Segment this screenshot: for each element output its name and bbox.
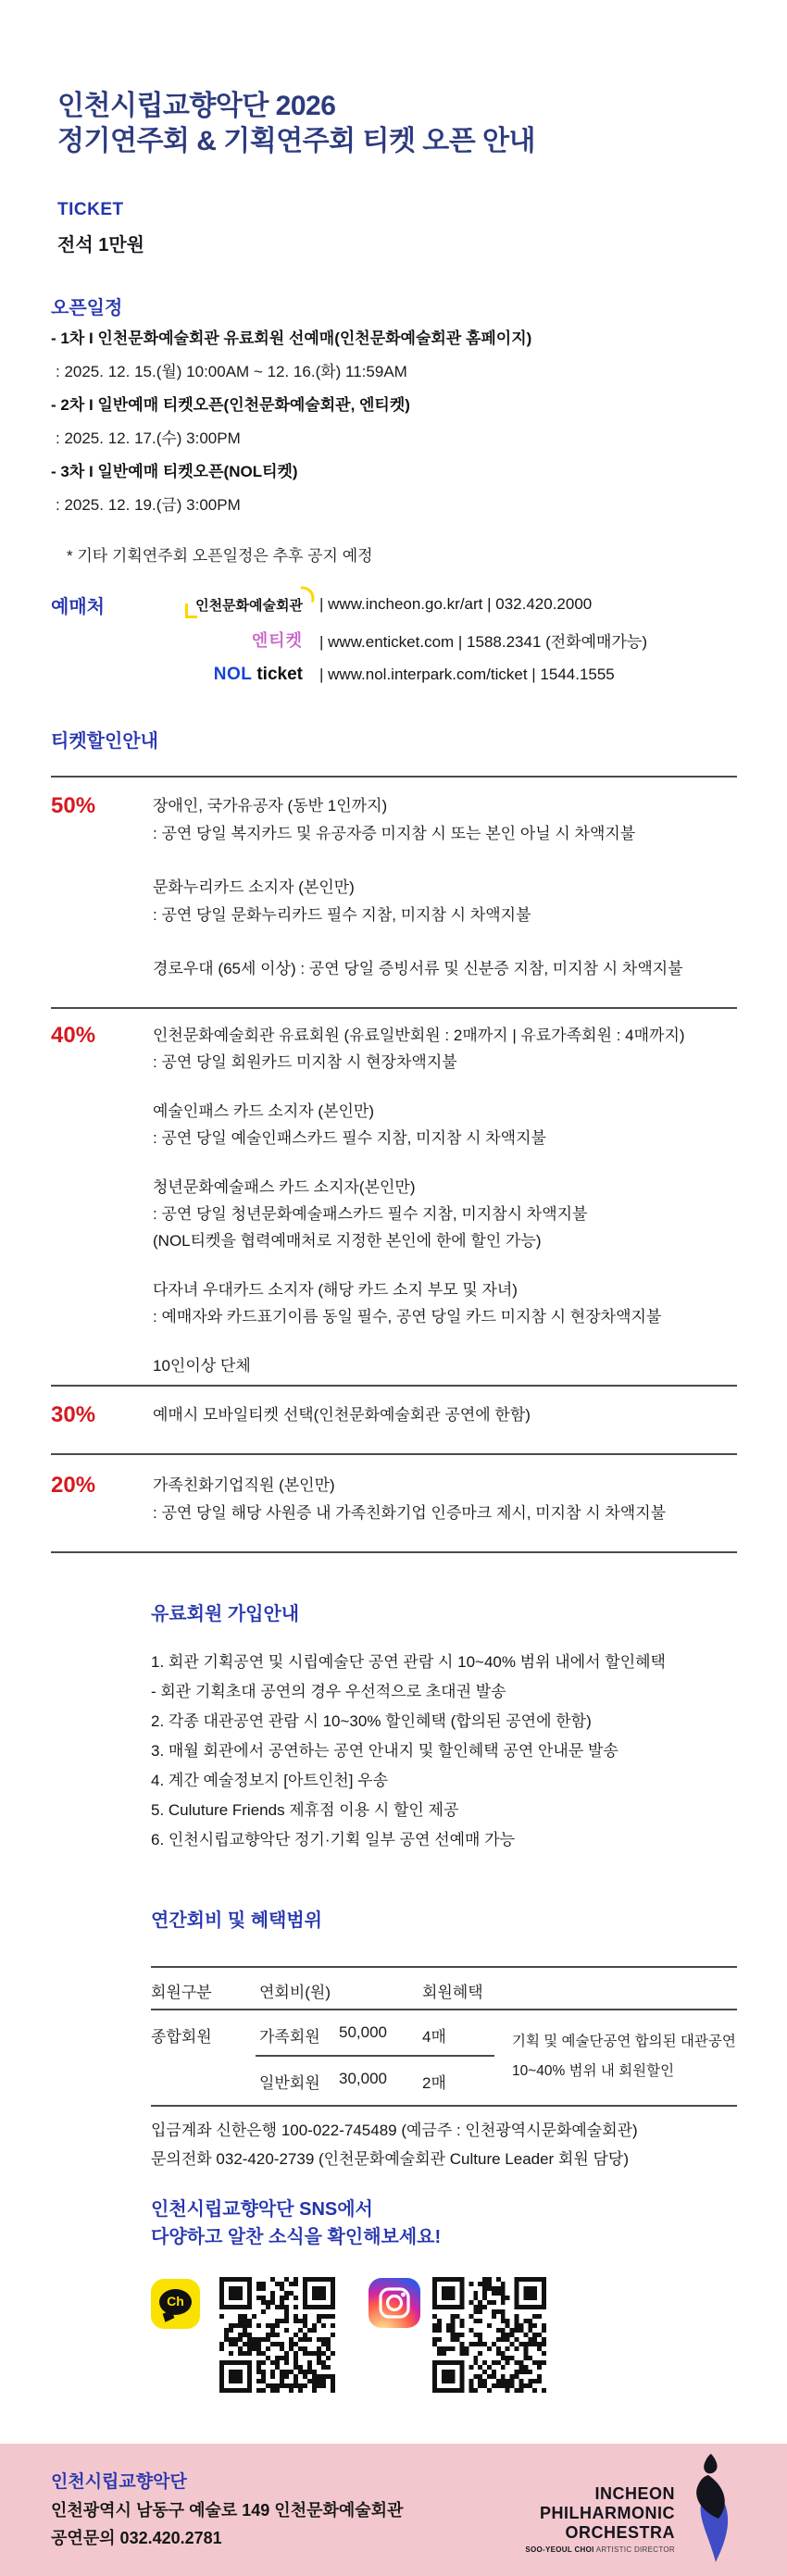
discount-group: 문화누리카드 소지자 (본인만) : 공연 당일 문화누리카드 필수 지참, 미지참 시 차액지불 (153, 878, 531, 924)
membership-item: 3. 매월 회관에서 공연하는 공연 안내지 및 할인혜택 공연 안내문 발송 (151, 1742, 618, 1760)
discount-group: 다자녀 우대카드 소지자 (해당 카드 소지 부모 및 자녀) : 예매자와 카드표기이름 동일 필수, 공연 당일 카드 미지참 시 현장차액지불 (153, 1281, 662, 1325)
fees-heading: 연간회비 및 혜택범위 (151, 1910, 322, 1931)
discount-group: 예매시 모바일티켓 선택(인천문화예술회관 공연에 한함) (153, 1406, 531, 1424)
schedule-item-time: : 2025. 12. 15.(월) 10:00AM ~ 12. 16.(화) 11:59AM (56, 363, 407, 380)
vendor-row (51, 587, 737, 622)
vendor-info: | www.enticket.com | 1588.2341 (전화예매가능) (319, 632, 647, 651)
divider (51, 1007, 737, 1009)
table-rule (151, 1966, 737, 1968)
incheon-art-center-logo: 인천문화예술회관 (195, 595, 303, 615)
discount-rate: 20% (51, 1473, 96, 1498)
fees-contact (151, 2116, 638, 2173)
footer-inquiry: 공연문의 032.420.2781 (51, 2529, 222, 2547)
table-cell-fee: 50,000 (339, 2023, 387, 2041)
membership-item: 4. 계간 예술정보지 [아트인천] 우송 (151, 1772, 389, 1789)
membership-item: 2. 각종 대관공연 관람 시 10~30% 할인혜택 (합의된 공연에 한함) (151, 1712, 592, 1730)
discounts-heading: 티켓할인안내 (51, 731, 158, 752)
instagram-icon (369, 2278, 420, 2328)
schedule-item-title: - 1차 I 인천문화예술회관 유료회원 선예매(인천문화예술회관 홈페이지) (51, 330, 532, 347)
vendor-row (51, 622, 737, 657)
schedule-note: * 기타 기획연주회 오픈일정은 추후 공지 예정 (67, 547, 373, 565)
sns-heading: 인천시립교향악단 SNS에서 다양하고 알찬 소식을 확인해보세요! (151, 2199, 442, 2247)
column-header: 회원혜택 (422, 1984, 483, 2001)
schedule-item-time: : 2025. 12. 19.(금) 3:00PM (56, 496, 241, 514)
membership-heading: 유료회원 가입안내 (151, 1604, 300, 1624)
instagram-qr (432, 2277, 546, 2393)
membership-item: 5. Culuture Friends 제휴점 이용 시 할인 제공 (151, 1801, 459, 1819)
discount-group: 10인이상 단체 (153, 1357, 251, 1375)
ipo-logo-subtitle: SOO-YEOUL CHOI ARTISTIC DIRECTOR (525, 2545, 675, 2554)
discount-block-30 (51, 1401, 737, 1428)
vendor-row (51, 657, 737, 692)
discount-block-40 (51, 1022, 737, 1379)
kakao-channel-icon (151, 2279, 200, 2329)
page-title (57, 89, 535, 159)
table-rule (151, 2009, 737, 2010)
fees-table (151, 1966, 737, 2107)
ipo-logo (495, 2451, 736, 2571)
schedule-list (51, 322, 531, 522)
schedule-item-time: : 2025. 12. 17.(수) 3:00PM (56, 429, 241, 447)
table-cell-benefit: 4매 (422, 2028, 446, 2046)
discount-group: 가족친화기업직원 (본인만) : 공연 당일 해당 사원증 내 가족친화기업 인증마크 제시, 미지참 시 차액지불 (153, 1476, 667, 1522)
footer-org-name: 인천시립교향악단 (51, 2472, 187, 2492)
membership-item: 1. 회관 기획공연 및 시립예술단 공연 관람 시 10~40% 범위 내에서 할인혜택 (151, 1653, 666, 1671)
membership-item: - 회관 기획초대 공연의 경우 우선적으로 초대권 발송 (151, 1683, 506, 1700)
discount-rate: 40% (51, 1023, 96, 1048)
discount-rate: 50% (51, 793, 96, 818)
divider (51, 1453, 737, 1455)
divider (51, 1551, 737, 1553)
column-header: 회원구분 (151, 1984, 212, 2001)
table-cell-group: 종합회원 (151, 2028, 212, 2046)
table-cell-type: 가족회원 (259, 2028, 320, 2046)
ticket-label: TICKET (57, 200, 124, 219)
table-cell-benefit: 2매 (422, 2074, 446, 2092)
schedule-item-title: - 3차 I 일반예매 티켓오픈(NOL티켓) (51, 463, 298, 480)
vendor-info: | www.nol.interpark.com/ticket | 1544.1555 (319, 666, 615, 683)
vendors-heading: 예매처 (51, 596, 105, 617)
discount-block-20 (51, 1472, 737, 1527)
table-cell-fee: 30,000 (339, 2070, 387, 2087)
table-cell-type: 일반회원 (259, 2074, 320, 2092)
account-line: 입금계좌 신한은행 100-022-745489 (예금주 : 인천광역시문화예술회관) (151, 2122, 638, 2139)
ipo-logo-text: INCHEON PHILHARMONIC ORCHESTRA (540, 2484, 675, 2542)
table-rule-inner (256, 2055, 494, 2057)
kakao-qr (219, 2277, 335, 2393)
discount-rate: 30% (51, 1402, 96, 1427)
membership-item: 6. 인천시립교향악단 정기·기획 일부 공연 선예매 가능 (151, 1831, 516, 1848)
title-line-2: 정기연주회 & 기획연주회 티켓 오픈 안내 (57, 126, 536, 156)
divider (51, 1385, 737, 1387)
vendor-info: | www.incheon.go.kr/art | 032.420.2000 (319, 595, 593, 613)
discount-group: 청년문화예술패스 카드 소지자(본인만) : 공연 당일 청년문화예술패스카드 필수 지참, 미지참시 차액지불 (NOL티켓을 협력예매처로 지정한 본인에 한에 할인 가능) (153, 1178, 588, 1250)
nol-ticket-logo: NOL ticket (213, 665, 303, 684)
footer-address: 인천광역시 남동구 예술로 149 인천문화예술회관 (51, 2501, 404, 2520)
enticket-logo: 엔티켓 (251, 631, 303, 650)
ticket-price: 전석 1만원 (57, 235, 144, 255)
discount-group: 예술인패스 카드 소지자 (본인만) : 공연 당일 예술인패스카드 필수 지참, 미지참 시 차액지불 (153, 1102, 546, 1147)
divider (51, 776, 737, 778)
discount-block-50 (51, 792, 737, 983)
discount-group: 인천문화예술회관 유료회원 (유료일반회원 : 2매까지 | 유료가족회원 : 4매까지) : 공연 당일 회원카드 미지참 시 현장차액지불 (153, 1027, 685, 1071)
vendors-section (51, 587, 737, 692)
footer (0, 2444, 787, 2576)
membership-list (151, 1648, 666, 1855)
column-header: 연회비(원) (259, 1984, 331, 2001)
schedule-heading: 오픈일정 (51, 298, 123, 318)
discount-group: 장애인, 국가유공자 (동반 1인까지) : 공연 당일 복지카드 및 유공자증 미지참 시 또는 본인 아닐 시 차액지불 (153, 797, 636, 842)
schedule-item-title: - 2차 I 일반예매 티켓오픈(인천문화예술회관, 엔티켓) (51, 396, 410, 414)
table-side-note: 기획 및 예술단공연 합의된 대관공연 10~40% 범위 내 회원할인 (512, 2034, 736, 2079)
phone-line: 문의전화 032-420-2739 (인천문화예술회관 Culture Leader 회원 담당) (151, 2150, 630, 2168)
ipo-logo-mark-icon (681, 2451, 736, 2571)
title-line-1: 인천시립교향악단 2026 (57, 91, 336, 121)
discount-group: 경로우대 (65세 이상) : 공연 당일 증빙서류 및 신분증 지참, 미지참 시 차액지불 (153, 960, 683, 977)
kakao-bubble-icon: Ch (159, 2289, 192, 2315)
table-rule (151, 2105, 737, 2107)
